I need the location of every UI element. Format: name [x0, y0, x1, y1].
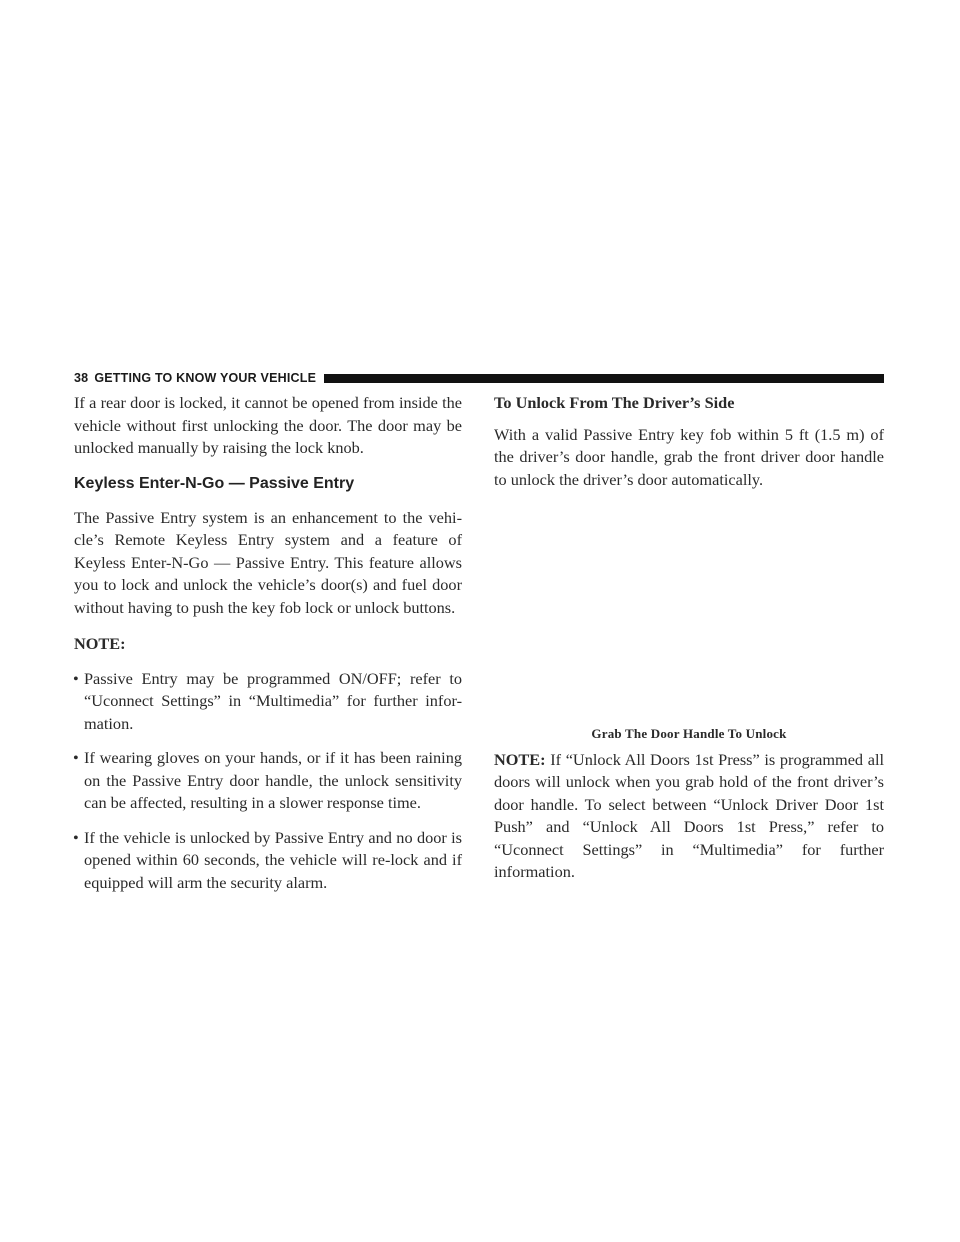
bullet-icon: •: [73, 748, 79, 767]
unlock-paragraph: With a valid Passive Entry key fob within 5 ft (1.5 m) of the driver’s door handle, grab the front driver door handle to unlock the driver’s door automatically.: [494, 424, 884, 489]
page-number: 38: [74, 371, 89, 385]
door-handle-figure: [494, 505, 884, 723]
intro-paragraph: If a rear door is locked, it cannot be opened from inside the vehicle without first unlocking the door. The door may be unlocked manually by raising the lock knob.: [74, 393, 462, 457]
section-heading: Keyless Enter-N-Go — Passive Entry: [74, 474, 355, 492]
bullet-text: Passive Entry may be programmed ON/OFF; refer to “Uconnect Settings” in “Multimedia” for further infor-mation.: [84, 668, 462, 733]
note-bullet-item: [74, 747, 462, 815]
note-label: NOTE:: [74, 634, 126, 653]
bullet-text: If the vehicle is unlocked by Passive Entry and no door is opened within 60 seconds, the vehicle will re-lock and if equipped will arm the security alarm.: [84, 827, 462, 892]
bullet-icon: •: [73, 668, 79, 688]
left-column: [74, 392, 462, 906]
header-rule: [324, 374, 884, 383]
subheading: To Unlock From The Driver’s Side: [494, 393, 735, 412]
description-paragraph: The Passive Entry system is an enhancement to the vehi-cle’s Remote Keyless Entry system and a feature of Keyless Enter-N-Go — Passive Entry. This feature allows you to lock and unlock the vehicle’s door(s) and fuel door without having to push the key fob lock or unlock buttons.: [74, 507, 462, 617]
figure-caption: Grab The Door Handle To Unlock: [591, 726, 787, 741]
note-label: NOTE:: [494, 749, 546, 769]
note-bullet-item: [74, 668, 462, 736]
bullet-icon: •: [73, 827, 79, 847]
bullet-text: If wearing gloves on your hands, or if it has been raining on the Passive Entry door handle, the unlock sensitivity can be affected, resulting in a slower response time.: [84, 748, 462, 812]
note-text: If “Unlock All Doors 1st Press” is programmed all doors will unlock when you grab hold of the front driver’s door handle. To select between “Unlock Driver Door 1st Push” and “Unlock All Doors 1st Press,” refer to “Uconnect Settings” in “Multimedia” for further information.: [494, 749, 884, 881]
page-header: [74, 370, 884, 386]
note-bullet-list: [74, 668, 462, 895]
note-bullet-item: [74, 827, 462, 895]
right-column: [494, 392, 884, 898]
section-title: GETTING TO KNOW YOUR VEHICLE: [94, 371, 317, 385]
note-paragraph: [494, 749, 884, 884]
